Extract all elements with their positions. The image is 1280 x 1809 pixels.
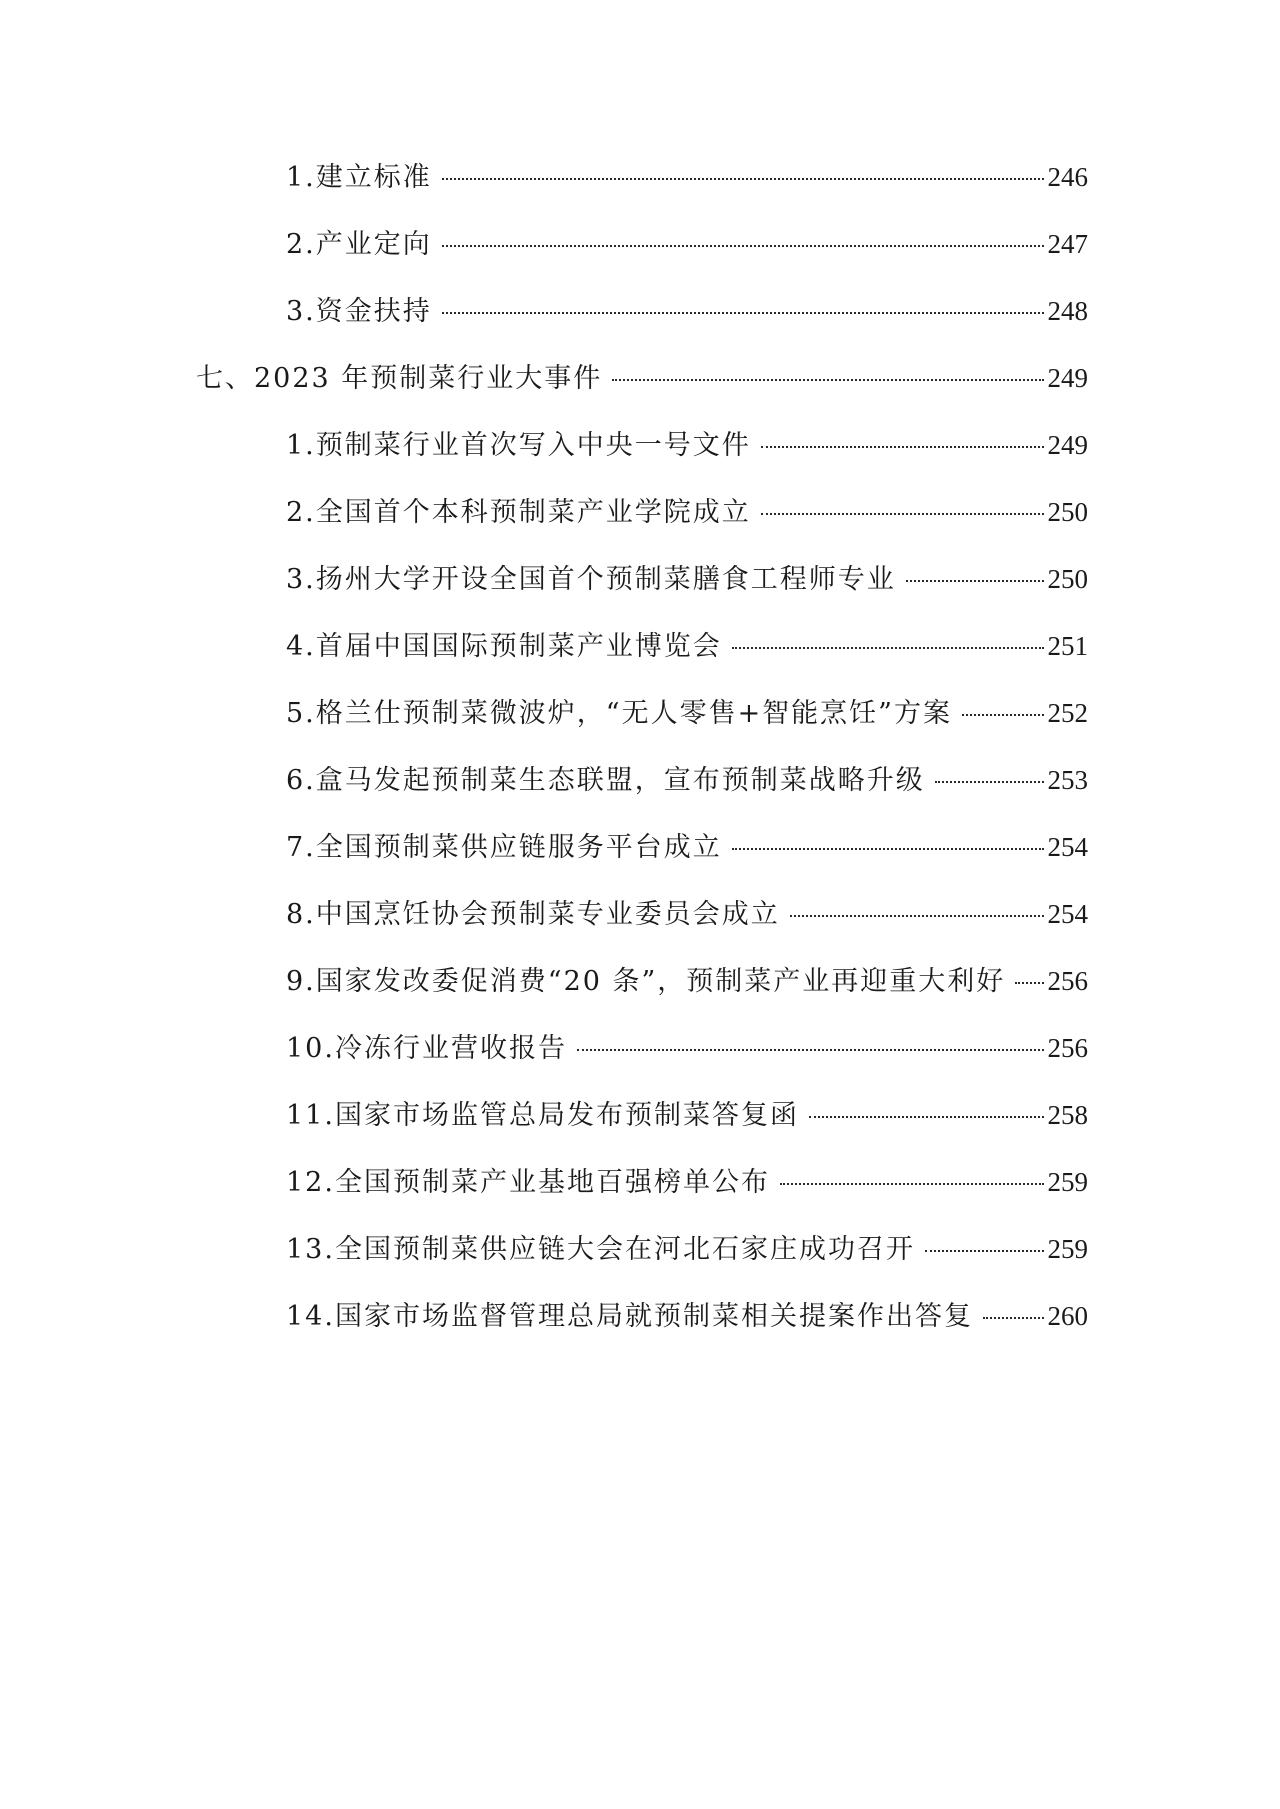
toc-dot-leader xyxy=(732,848,1044,850)
toc-entry-page: 256 xyxy=(1047,966,1088,996)
toc-entry-page: 248 xyxy=(1047,296,1088,326)
toc-entry[interactable] xyxy=(0,1232,1088,1299)
toc-entry[interactable] xyxy=(0,897,1088,964)
table-of-contents xyxy=(0,160,1280,1366)
toc-dot-leader xyxy=(442,178,1044,180)
toc-entry-page: 251 xyxy=(1047,631,1088,661)
toc-entry-page: 256 xyxy=(1047,1033,1088,1063)
toc-entry-page: 250 xyxy=(1047,497,1088,527)
toc-dot-leader xyxy=(612,379,1043,381)
toc-entry[interactable] xyxy=(0,495,1088,562)
toc-entry[interactable] xyxy=(0,1031,1088,1098)
toc-entry-title: 12.全国预制菜产业基地百强榜单公布 xyxy=(286,1167,770,1198)
toc-entry-title: 6.盒马发起预制菜生态联盟，宣布预制菜战略升级 xyxy=(286,765,925,796)
toc-entry-page: 249 xyxy=(1047,430,1088,460)
toc-dot-leader xyxy=(935,781,1044,783)
toc-entry[interactable] xyxy=(0,629,1088,696)
toc-entry-title: 5.格兰仕预制菜微波炉，“无人零售+智能烹饪”方案 xyxy=(286,698,952,729)
toc-dot-leader xyxy=(790,915,1044,917)
toc-entry-page: 254 xyxy=(1047,832,1088,862)
toc-dot-leader xyxy=(442,245,1044,247)
toc-entry-title: 2.产业定向 xyxy=(286,229,432,260)
toc-section-title: 七、2023 年预制菜行业大事件 xyxy=(196,363,603,394)
toc-dot-leader xyxy=(983,1317,1044,1319)
toc-entry-title: 9.国家发改委促消费“20 条”，预制菜产业再迎重大利好 xyxy=(286,966,1006,997)
toc-entry-title: 10.冷冻行业营收报告 xyxy=(286,1033,567,1064)
toc-dot-leader xyxy=(761,446,1044,448)
toc-entry[interactable] xyxy=(0,964,1088,1031)
toc-entry-title: 3.资金扶持 xyxy=(286,296,432,327)
toc-entry-title: 11.国家市场监管总局发布预制菜答复函 xyxy=(286,1100,799,1131)
toc-entry-page: 247 xyxy=(1047,229,1088,259)
toc-dot-leader xyxy=(809,1116,1044,1118)
toc-entry-page: 259 xyxy=(1047,1167,1088,1197)
toc-entry[interactable] xyxy=(0,428,1088,495)
toc-entry-page: 246 xyxy=(1047,162,1088,192)
toc-dot-leader xyxy=(962,714,1044,716)
toc-entry[interactable] xyxy=(0,1165,1088,1232)
toc-entry-page: 250 xyxy=(1047,564,1088,594)
toc-entry-page: 258 xyxy=(1047,1100,1088,1130)
toc-entry[interactable] xyxy=(0,763,1088,830)
toc-entry-title: 2.全国首个本科预制菜产业学院成立 xyxy=(286,497,751,528)
toc-entry[interactable] xyxy=(0,562,1088,629)
toc-dot-leader xyxy=(925,1250,1044,1252)
toc-dot-leader xyxy=(761,513,1044,515)
toc-entry-title: 4.首届中国国际预制菜产业博览会 xyxy=(286,631,722,662)
toc-entry-title: 1.建立标准 xyxy=(286,162,432,193)
toc-entry[interactable] xyxy=(0,696,1088,763)
toc-entry[interactable] xyxy=(0,294,1088,361)
toc-dot-leader xyxy=(442,312,1044,314)
toc-entry[interactable] xyxy=(0,160,1088,227)
toc-section-entry[interactable] xyxy=(0,361,1088,428)
toc-entry-page: 253 xyxy=(1047,765,1088,795)
toc-entry[interactable] xyxy=(0,1299,1088,1366)
toc-entry-title: 13.全国预制菜供应链大会在河北石家庄成功召开 xyxy=(286,1234,915,1265)
toc-dot-leader xyxy=(906,580,1044,582)
toc-entry-page: 259 xyxy=(1047,1234,1088,1264)
toc-entry-title: 14.国家市场监督管理总局就预制菜相关提案作出答复 xyxy=(286,1301,973,1332)
toc-entry[interactable] xyxy=(0,227,1088,294)
toc-entry-title: 7.全国预制菜供应链服务平台成立 xyxy=(286,832,722,863)
toc-entry[interactable] xyxy=(0,1098,1088,1165)
toc-entry-page: 252 xyxy=(1047,698,1088,728)
toc-dot-leader xyxy=(780,1183,1044,1185)
toc-entry-page: 249 xyxy=(1047,363,1088,393)
toc-entry[interactable] xyxy=(0,830,1088,897)
toc-entry-page: 254 xyxy=(1047,899,1088,929)
toc-entry-title: 8.中国烹饪协会预制菜专业委员会成立 xyxy=(286,899,780,930)
toc-dot-leader xyxy=(577,1049,1044,1051)
toc-entry-title: 1.预制菜行业首次写入中央一号文件 xyxy=(286,430,751,461)
toc-entry-title: 3.扬州大学开设全国首个预制菜膳食工程师专业 xyxy=(286,564,896,595)
toc-entry-page: 260 xyxy=(1047,1301,1088,1331)
toc-dot-leader xyxy=(1015,982,1043,984)
toc-dot-leader xyxy=(732,647,1044,649)
